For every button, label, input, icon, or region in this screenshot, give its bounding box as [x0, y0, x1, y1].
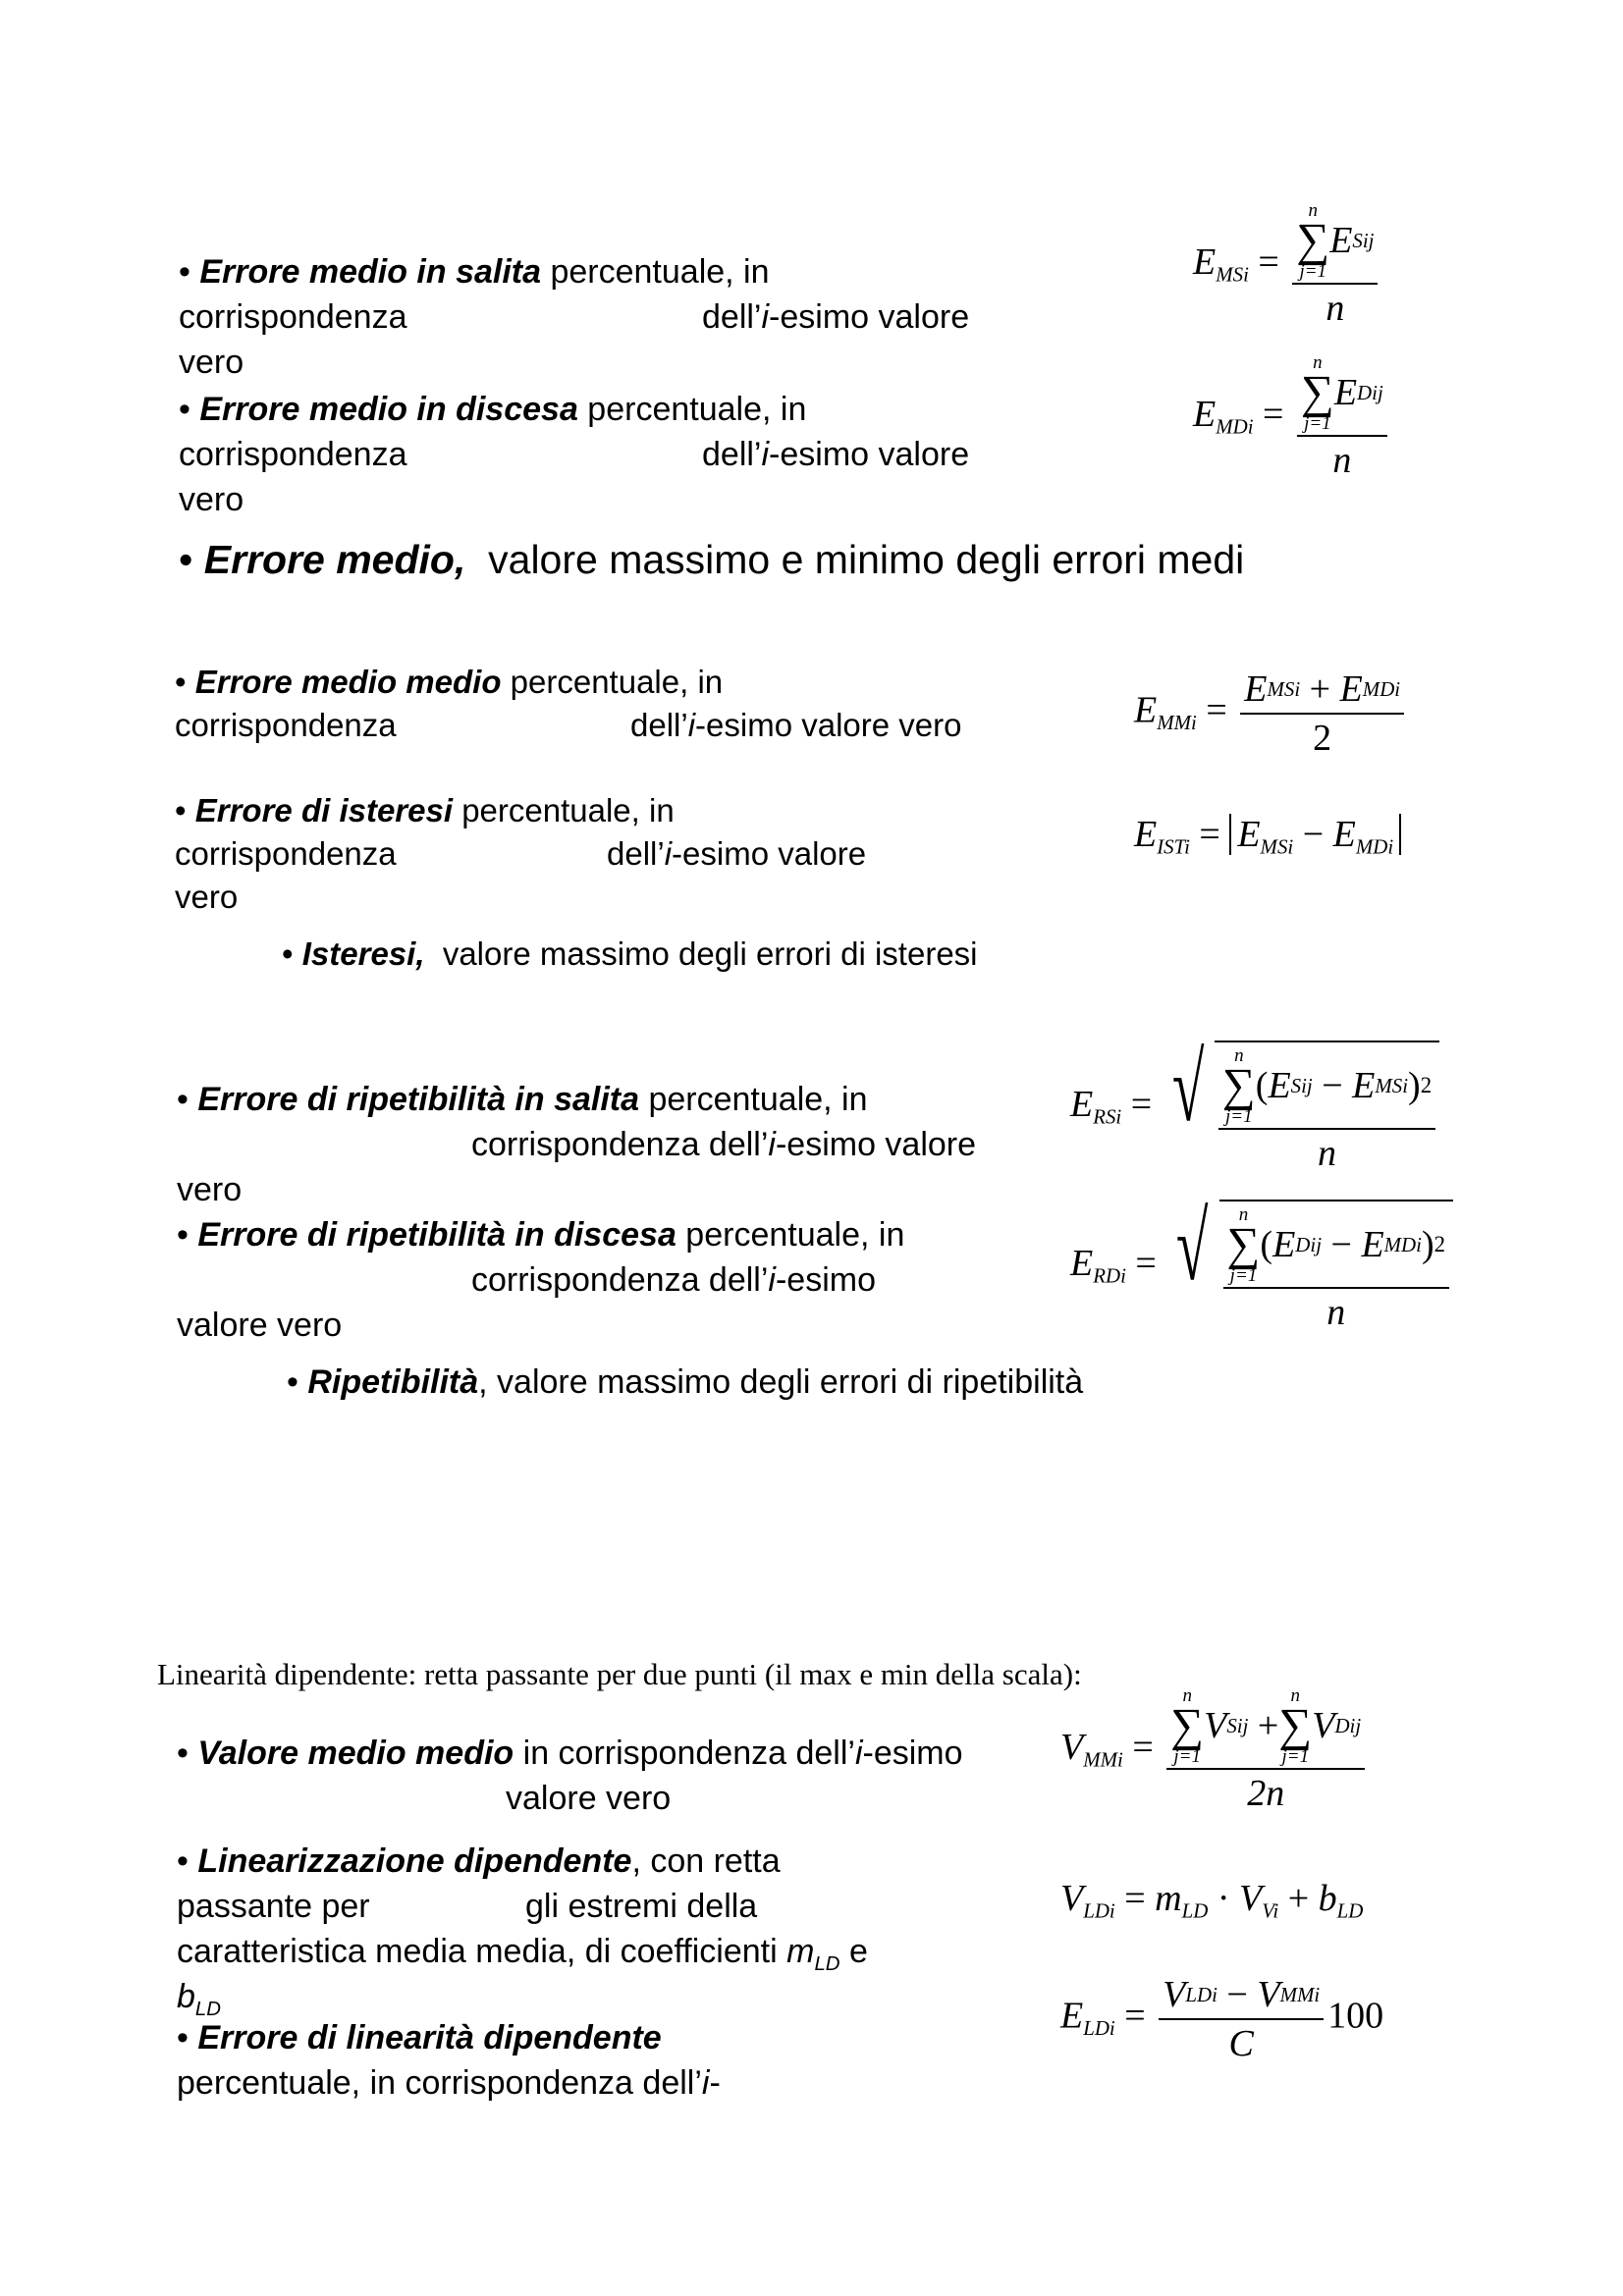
- text-line: corrispondenza dell’i-esimo valore: [471, 1126, 977, 1163]
- formula-e-msi: $E_{MSi}$ = n ∑ j=1 E Sij n: [1193, 201, 1381, 330]
- item-hysteresis-error: • Errore di isteresi percentuale, in: [175, 792, 675, 828]
- formula-e-rdi: $E_{RDi}$ = √ n ∑ j=1 ( E Dij − E MDi ) 2 n: [1070, 1200, 1453, 1334]
- text-line: corrispondenza: [179, 436, 407, 473]
- formula-e-rsi: $E_{RSi}$ = √ n ∑ j=1 ( E Sij − E MSi ) 2 n: [1070, 1041, 1439, 1175]
- text-line: valore vero: [177, 1307, 343, 1344]
- item-mean-mean-error: • Errore medio medio percentuale, in: [175, 664, 724, 700]
- formula-e-mmi: $E_{MMi}$ = E MSi + E MDi 2: [1134, 667, 1408, 760]
- item-hysteresis-summary: • Isteresi, valore massimo degli errori di isteresi: [282, 935, 978, 972]
- formula-v-ldi: $V_{LDi} = m_{LD} \cdot V_{Vi} + b_{LD}$: [1060, 1878, 1364, 1923]
- section-heading: Linearità dipendente: retta passante per due punti (il max e min della scala):: [157, 1657, 1082, 1691]
- text-line: valore vero: [506, 1780, 672, 1817]
- item-mean-error-falling: • Errore medio in discesa percentuale, in: [179, 391, 807, 428]
- text-line: corrispondenza dell’i-esimo: [471, 1261, 876, 1299]
- text-line: dell’i-esimo valore: [607, 835, 867, 872]
- text-line: caratteristica media media, di coefficienti $m_{LD}$ e: [177, 1933, 868, 1975]
- item-repeatability-summary: • Ripetibilità, valore massimo degli errori di ripetibilità: [287, 1363, 1084, 1401]
- formula-v-mmi: $V_{MMi}$ = n ∑ j=1 V Sij + n ∑ j=1 V Dij 2n: [1060, 1686, 1369, 1815]
- formula-e-ldi: $E_{LDi}$ = V LDi − V MMi C 100: [1060, 1974, 1384, 2064]
- text-line: vero: [175, 879, 239, 915]
- item-mean-error-summary: • Errore medio, valore massimo e minimo degli errori medi: [179, 537, 1245, 582]
- item-dependent-linearization: • Linearizzazione dipendente, con retta: [177, 1842, 781, 1880]
- text-line: dell’i-esimo valore: [702, 436, 970, 473]
- text-line: vero: [177, 1171, 243, 1208]
- item-repeatability-falling: • Errore di ripetibilità in discesa percentuale, in: [177, 1216, 905, 1254]
- formula-e-isti: $E_{ISTi} = E_{MSi} - E_{MDi}$: [1134, 813, 1401, 859]
- text-line: dell’i-esimo valore vero: [630, 707, 962, 743]
- text-line: corrispondenza: [175, 835, 397, 872]
- formula-e-mdi: $E_{MDi}$ = n ∑ j=1 E Dij n: [1193, 353, 1391, 482]
- item-mean-mean-value: • Valore medio medio in corrispondenza dell’i-esimo: [177, 1735, 963, 1772]
- text-line: dell’i-esimo valore: [702, 298, 970, 336]
- text-line: $b_{LD}$: [177, 1978, 221, 2020]
- text-line: passante per: [177, 1888, 370, 1925]
- text-line: corrispondenza: [179, 298, 407, 336]
- item-mean-error-rising: • Errore medio in salita percentuale, in: [179, 253, 770, 291]
- text-line: corrispondenza: [175, 707, 397, 743]
- text-line: vero: [179, 344, 244, 381]
- text-line: vero: [179, 481, 244, 518]
- item-dependent-linearity-error: • Errore di linearità dipendente: [177, 2019, 662, 2056]
- text-line: percentuale, in corrispondenza dell’i-: [177, 2064, 721, 2102]
- item-repeatability-rising: • Errore di ripetibilità in salita percentuale, in: [177, 1081, 868, 1118]
- text-line: gli estremi della: [525, 1888, 758, 1925]
